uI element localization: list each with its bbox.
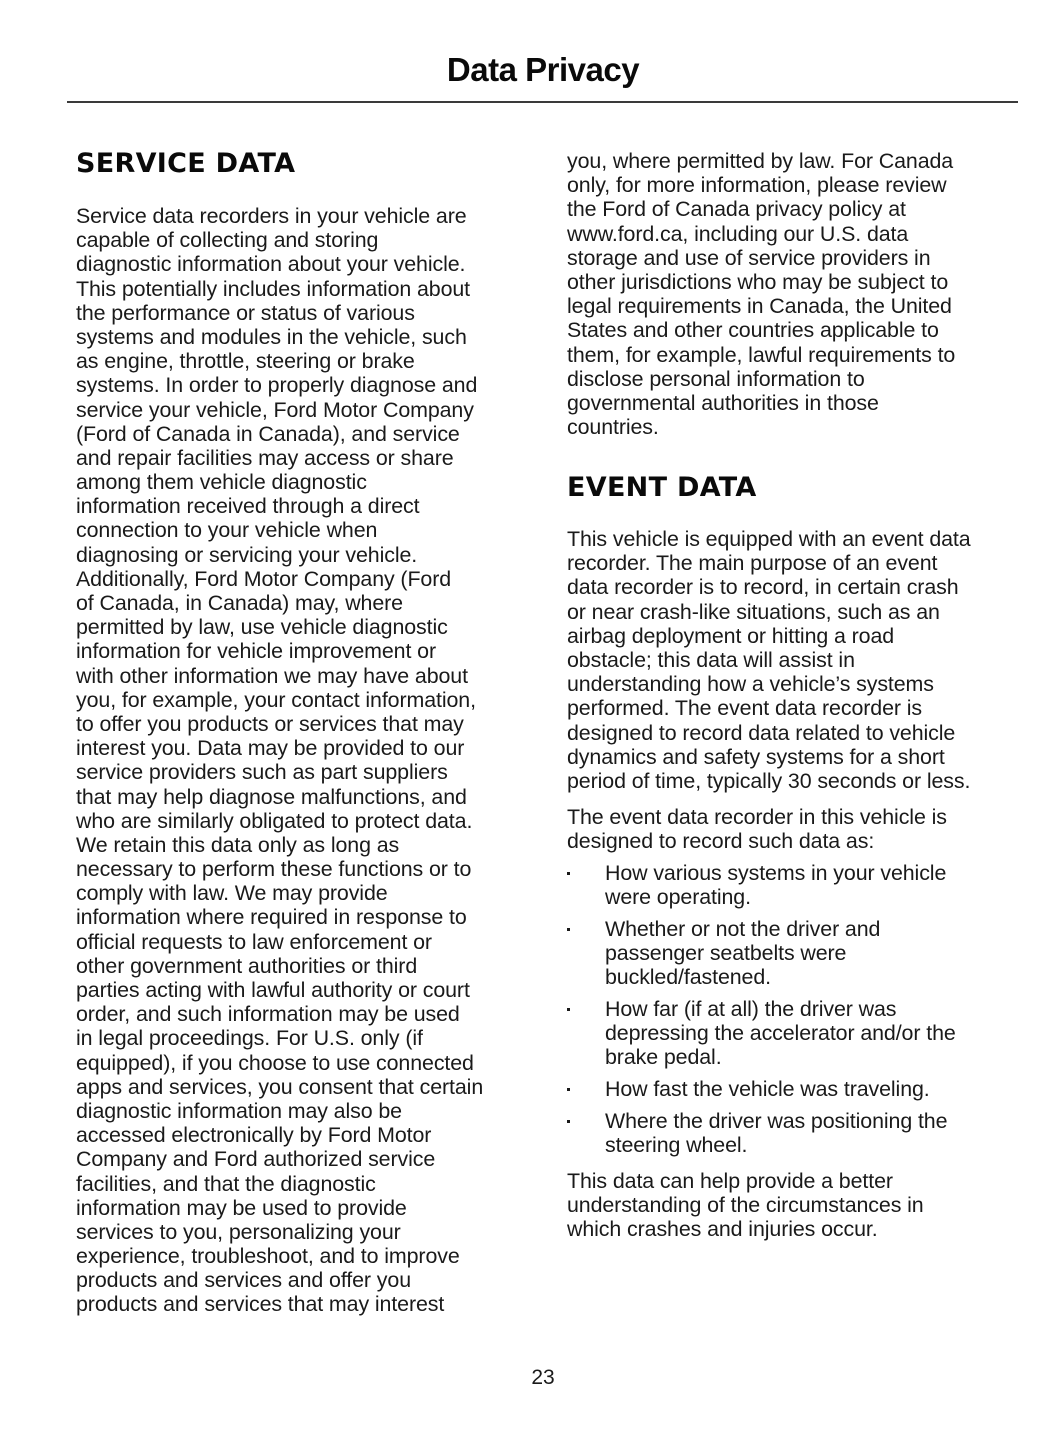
body-text-line: recorder. The main purpose of an event <box>567 551 938 576</box>
body-text-line: among them vehicle diagnostic <box>76 470 367 495</box>
body-text-line: the performance or status of various <box>76 300 415 325</box>
body-text-line: designed to record data related to vehicle <box>567 720 956 745</box>
list-item-text-line: were operating. <box>605 885 751 910</box>
body-text-line: products and services that may interest <box>76 1292 445 1317</box>
list-item <box>567 1077 1027 1101</box>
list-item <box>567 1109 1027 1157</box>
service-data-heading: SERVICE DATA <box>76 148 296 179</box>
bullet-icon <box>567 1008 570 1011</box>
list-item <box>567 917 1027 990</box>
body-text-line: with other information we may have about <box>76 663 468 688</box>
body-text-line: interest you. Data may be provided to our <box>76 736 465 761</box>
body-text-line: apps and services, you consent that certain <box>76 1074 484 1099</box>
body-text-line: facilities, and that the diagnostic <box>76 1171 376 1196</box>
body-text-line: The event data recorder in this vehicle is <box>567 805 947 829</box>
body-text-line: Additionally, Ford Motor Company (Ford <box>76 566 452 591</box>
body-text-line: This potentially includes information about <box>76 276 471 301</box>
body-text-line: to offer you products or services that may <box>76 711 464 736</box>
body-text-line: understanding how a vehicle’s systems <box>567 672 934 697</box>
body-text-line: which crashes and injuries occur. <box>567 1217 878 1242</box>
body-text-line: equipped), if you choose to use connected <box>76 1050 474 1075</box>
body-text-line: necessary to perform these functions or to <box>76 857 472 882</box>
service-data-continuation <box>567 149 955 439</box>
body-text-line: dynamics and safety systems for a short <box>567 744 945 769</box>
list-item-text-line: buckled/fastened. <box>605 965 771 990</box>
body-text-line: products and services and offer you <box>76 1268 411 1293</box>
list-item-text-line: passenger seatbelts were <box>605 941 847 966</box>
body-text-line: or near crash-like situations, such as an <box>567 599 940 624</box>
bullet-icon <box>567 1088 570 1091</box>
body-text-line: (Ford of Canada in Canada), and service <box>76 421 460 446</box>
body-text-line: accessed electronically by Ford Motor <box>76 1123 432 1148</box>
event-data-closing <box>567 1169 924 1242</box>
body-text-line: that may help diagnose malfunctions, and <box>76 784 467 809</box>
body-text-line: order, and such information may be used <box>76 1002 460 1027</box>
title-divider <box>67 101 1018 103</box>
list-item-text-line: How fast the vehicle was traveling. <box>605 1077 930 1101</box>
body-text-line: diagnostic information may also be <box>76 1098 402 1123</box>
list-item-text-line: Whether or not the driver and <box>605 916 881 941</box>
list-item-text-line: Where the driver was positioning the <box>605 1108 948 1133</box>
body-text-line: systems and modules in the vehicle, such <box>76 324 467 349</box>
event-data-intro <box>567 527 971 793</box>
body-text-line: governmental authorities in those <box>567 390 879 415</box>
body-text-line: service your vehicle, Ford Motor Company <box>76 397 474 422</box>
body-text-line: legal requirements in Canada, the United <box>567 294 952 319</box>
body-text-line: countries. <box>567 415 659 440</box>
body-text-line: official requests to law enforcement or <box>76 929 432 954</box>
body-text-line: other government authorities or third <box>76 953 418 978</box>
list-item-text-line: How various systems in your vehicle <box>605 861 947 885</box>
body-text-line: data recorder is to record, in certain crash <box>567 575 959 600</box>
body-text-line: comply with law. We may provide <box>76 881 388 906</box>
body-text-line: you, where permitted by law. For Canada <box>567 149 954 173</box>
body-text-line: capable of collecting and storing <box>76 228 379 253</box>
bullet-icon <box>567 1120 570 1123</box>
body-text-line: Service data recorders in your vehicle are <box>76 204 467 228</box>
body-text-line: obstacle; this data will assist in <box>567 647 855 672</box>
event-data-list-intro <box>567 805 947 853</box>
bullet-icon <box>567 872 570 875</box>
body-text-line: We retain this data only as long as <box>76 832 400 857</box>
body-text-line: them, for example, lawful requirements to <box>567 342 956 367</box>
body-text-line: information where required in response to <box>76 905 467 930</box>
list-item-text-line: depressing the accelerator and/or the <box>605 1021 956 1046</box>
body-text-line: of Canada, in Canada) may, where <box>76 591 403 615</box>
list-item-text-line: steering wheel. <box>605 1132 748 1157</box>
body-text-line: Company and Ford authorized service <box>76 1147 436 1172</box>
service-data-body <box>76 204 483 1317</box>
body-text-line: diagnosing or servicing your vehicle. <box>76 542 418 567</box>
body-text-line: who are similarly obligated to protect data. <box>76 808 473 833</box>
list-item <box>567 861 1027 909</box>
body-text-line: understanding of the circumstances in <box>567 1193 924 1218</box>
body-text-line: designed to record such data as: <box>567 829 875 854</box>
body-text-line: information for vehicle improvement or <box>76 639 436 664</box>
body-text-line: States and other countries applicable to <box>567 318 939 343</box>
list-item-text-line: How far (if at all) the driver was <box>605 996 897 1021</box>
body-text-line: and repair facilities may access or share <box>76 445 454 470</box>
body-text-line: This data can help provide a better <box>567 1169 893 1193</box>
body-text-line: diagnostic information about your vehicle. <box>76 252 466 277</box>
body-text-line: period of time, typically 30 seconds or less. <box>567 768 971 793</box>
body-text-line: permitted by law, use vehicle diagnostic <box>76 615 448 640</box>
body-text-line: information may be used to provide <box>76 1195 407 1220</box>
body-text-line: airbag deployment or hitting a road <box>567 623 895 648</box>
body-text-line: other jurisdictions who may be subject to <box>567 269 949 294</box>
body-text-line: disclose personal information to <box>567 366 865 391</box>
body-text-line: storage and use of service providers in <box>567 245 931 270</box>
page-number: 23 <box>531 1366 555 1389</box>
body-text-line: as engine, throttle, steering or brake <box>76 349 415 374</box>
body-text-line: This vehicle is equipped with an event data <box>567 527 971 551</box>
body-text-line: service providers such as part suppliers <box>76 760 448 785</box>
bullet-icon <box>567 928 570 931</box>
body-text-line: www.ford.ca, including our U.S. data <box>567 221 909 246</box>
list-item-text-line: brake pedal. <box>605 1045 722 1070</box>
event-data-heading: EVENT DATA <box>567 472 757 503</box>
event-data-bullet-list <box>567 861 1027 1165</box>
body-text-line: connection to your vehicle when <box>76 518 378 543</box>
body-text-line: performed. The event data recorder is <box>567 696 922 721</box>
body-text-line: services to you, personalizing your <box>76 1219 401 1244</box>
body-text-line: you, for example, your contact information, <box>76 687 476 712</box>
body-text-line: the Ford of Canada privacy policy at <box>567 197 906 222</box>
body-text-line: information received through a direct <box>76 494 420 519</box>
body-text-line: only, for more information, please review <box>567 173 947 198</box>
list-item <box>567 997 1027 1070</box>
body-text-line: in legal proceedings. For U.S. only (if <box>76 1026 423 1051</box>
body-text-line: parties acting with lawful authority or court <box>76 978 470 1002</box>
page-title: Data Privacy <box>446 51 640 88</box>
body-text-line: experience, troubleshoot, and to improve <box>76 1244 460 1269</box>
body-text-line: systems. In order to properly diagnose and <box>76 373 478 398</box>
